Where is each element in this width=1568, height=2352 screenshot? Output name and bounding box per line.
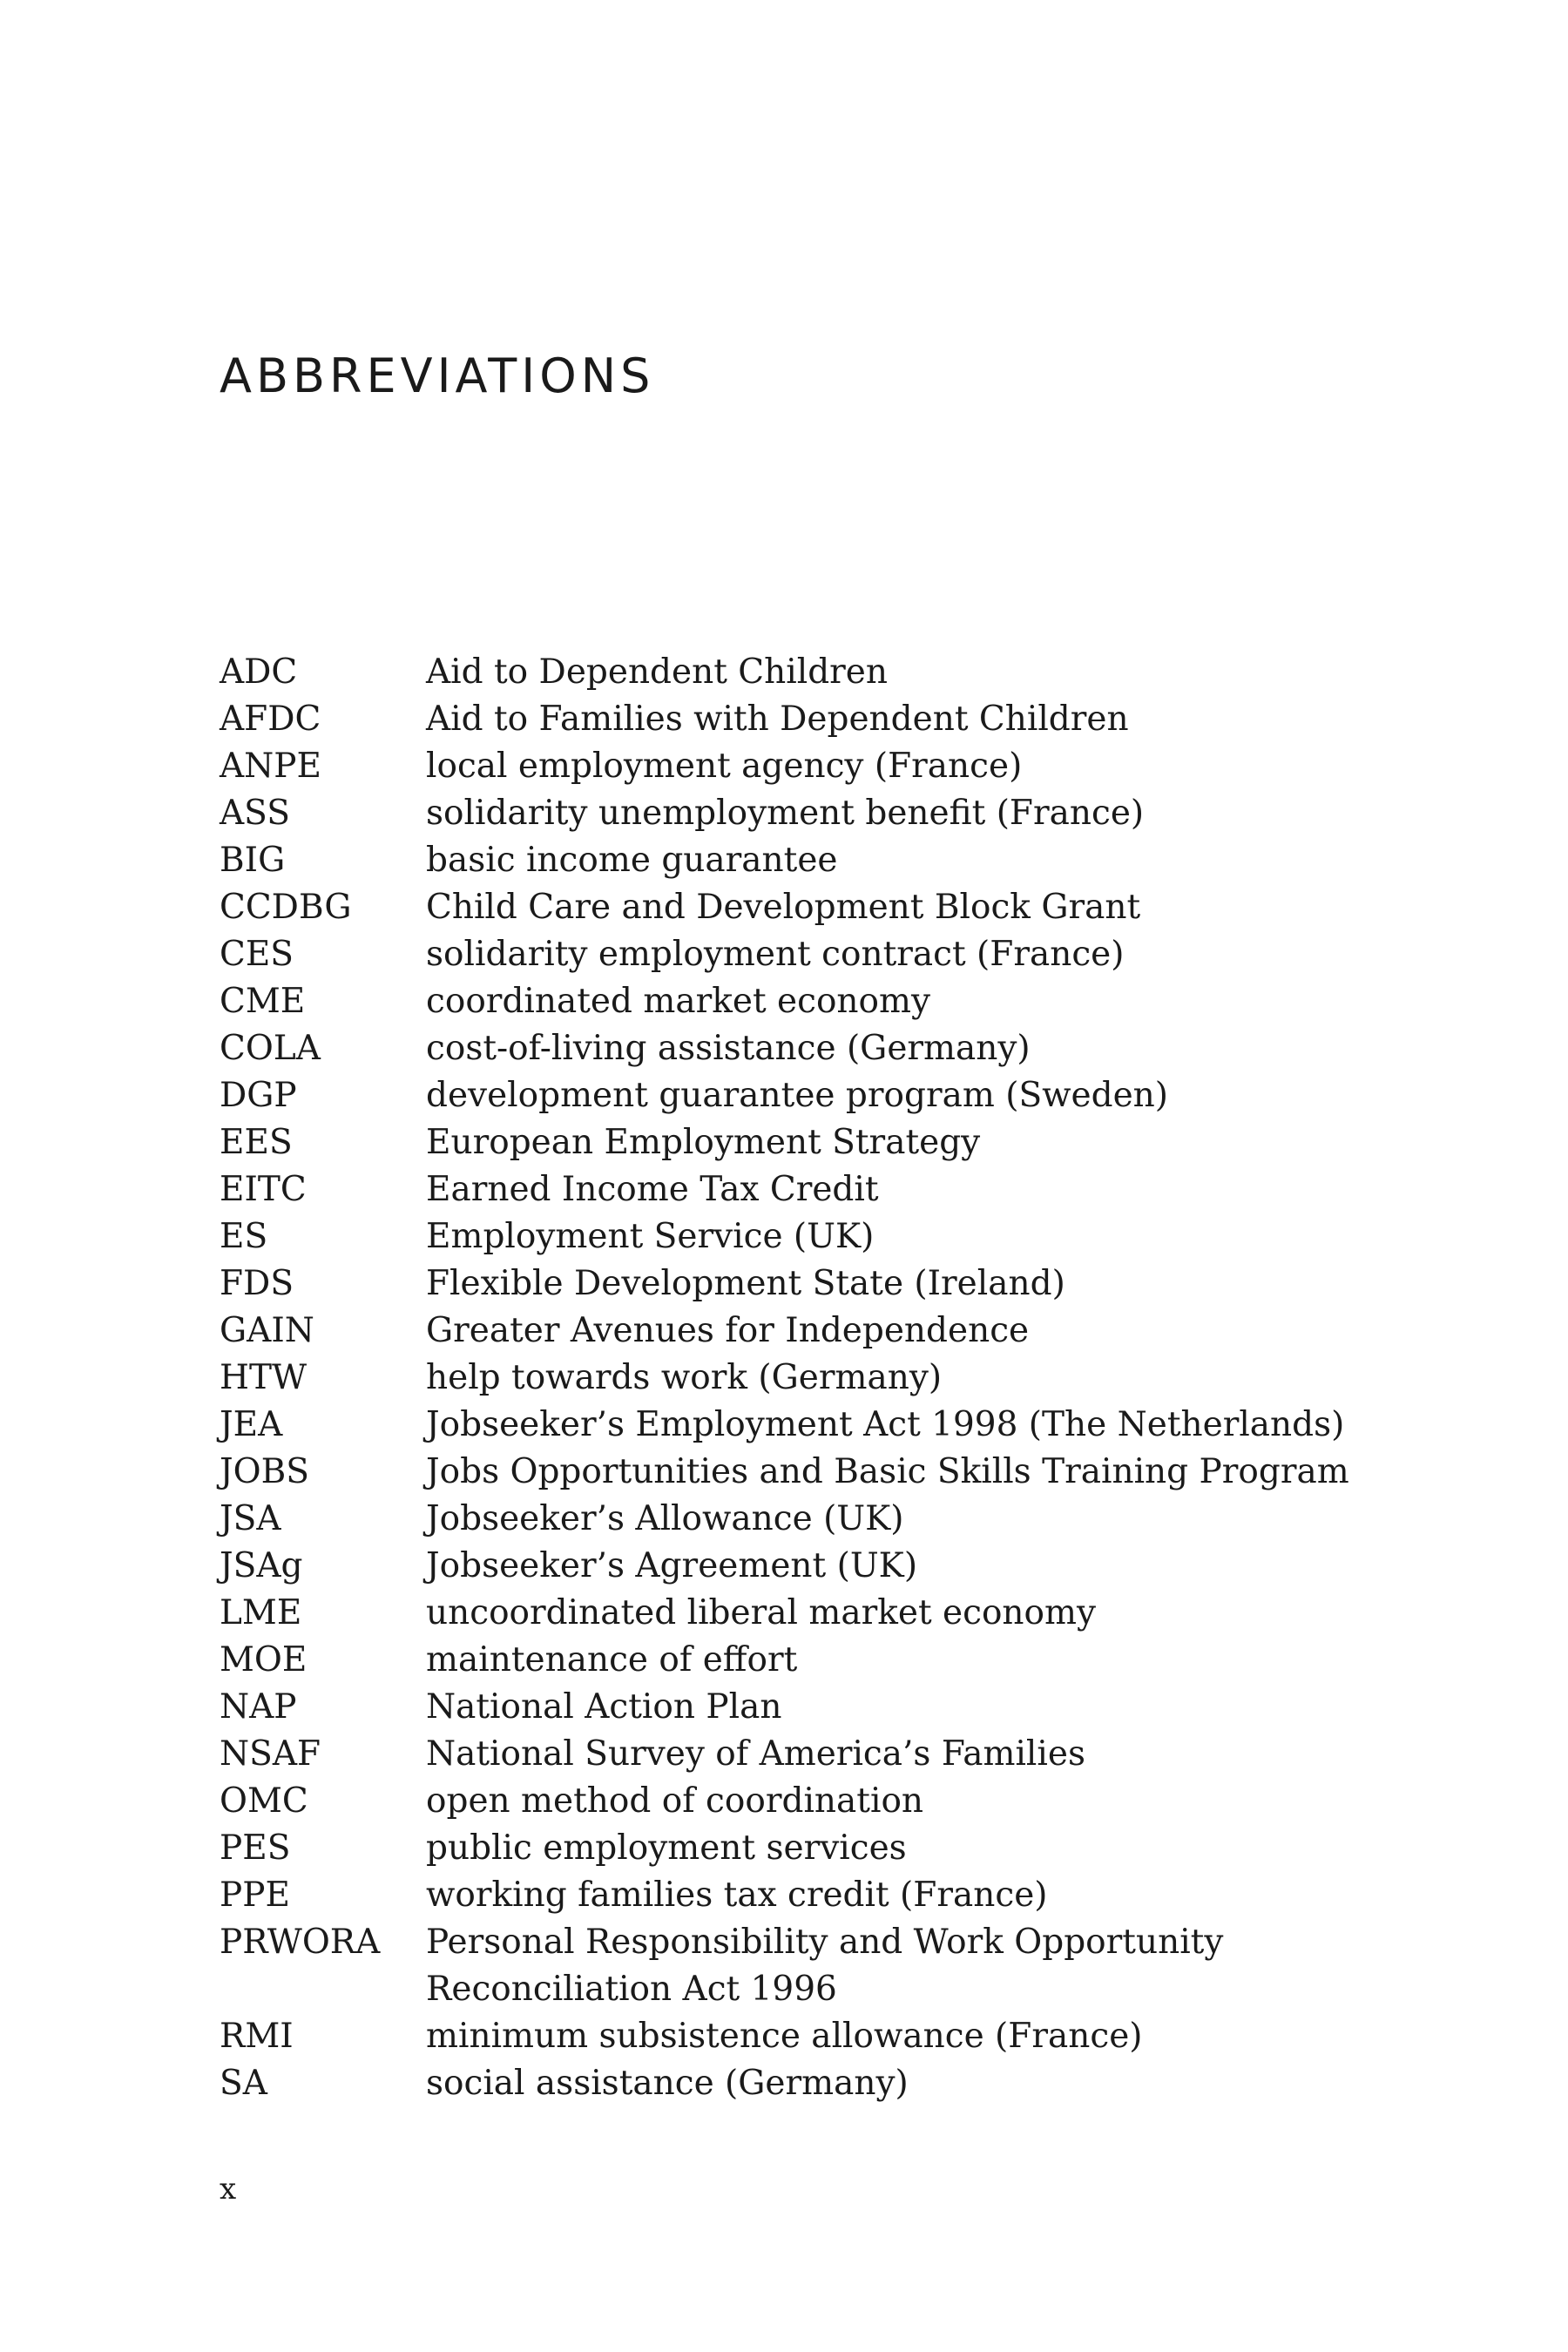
abbreviation-definition: Aid to Dependent Children — [426, 652, 889, 692]
abbreviation-definition: working families tax credit (France) — [426, 1876, 1048, 1915]
abbreviation-term: CCDBG — [220, 888, 352, 927]
abbreviation-entry — [220, 1402, 1396, 1449]
abbreviation-definition: Child Care and Development Block Grant — [426, 888, 1141, 927]
abbreviation-entry — [220, 1496, 1396, 1543]
abbreviation-term: OMC — [220, 1781, 308, 1821]
abbreviation-term: NAP — [220, 1687, 297, 1727]
abbreviation-entry — [220, 1025, 1396, 1072]
abbreviation-definition: Jobseeker’s Employment Act 1998 (The Netherlands) — [426, 1405, 1345, 1444]
abbreviation-term: EITC — [220, 1170, 307, 1209]
abbreviation-definition: cost-of-living assistance (Germany) — [426, 1029, 1031, 1068]
abbreviation-definition: Jobseeker’s Allowance (UK) — [426, 1499, 904, 1538]
abbreviation-term: GAIN — [220, 1311, 314, 1350]
abbreviation-entry — [220, 1119, 1396, 1166]
page-title: ABBREVIATIONS — [220, 348, 655, 403]
abbreviation-term: AFDC — [220, 700, 321, 739]
abbreviation-definition: National Action Plan — [426, 1687, 782, 1727]
abbreviation-entry — [220, 1166, 1396, 1213]
abbreviation-term: ANPE — [220, 747, 321, 786]
abbreviation-definition: National Survey of America’s Families — [426, 1734, 1085, 1774]
abbreviation-term: NSAF — [220, 1734, 321, 1774]
abbreviation-entry — [220, 1919, 1396, 2013]
abbreviation-definition: open method of coordination — [426, 1781, 924, 1821]
abbreviation-entry — [220, 1590, 1396, 1637]
abbreviation-definition: basic income guarantee — [426, 841, 838, 880]
abbreviation-term: HTW — [220, 1358, 308, 1397]
abbreviation-entry — [220, 931, 1396, 978]
abbreviation-definition: uncoordinated liberal market economy — [426, 1593, 1097, 1632]
abbreviation-entry — [220, 1543, 1396, 1590]
abbreviation-definition: solidarity unemployment benefit (France) — [426, 794, 1145, 833]
abbreviation-entry — [220, 1872, 1396, 1919]
abbreviation-term: ES — [220, 1217, 268, 1256]
abbreviation-entry — [220, 1308, 1396, 1355]
abbreviation-entry — [220, 1825, 1396, 1872]
abbreviation-term: EES — [220, 1123, 293, 1162]
abbreviation-term: ADC — [220, 652, 298, 692]
abbreviation-entry — [220, 1637, 1396, 1684]
abbreviation-definition: Jobseeker’s Agreement (UK) — [426, 1546, 918, 1585]
abbreviation-term: LME — [220, 1593, 302, 1632]
abbreviation-term: ASS — [220, 794, 290, 833]
abbreviation-term: CES — [220, 935, 294, 974]
abbreviation-entry — [220, 1072, 1396, 1119]
abbreviation-definition: help towards work (Germany) — [426, 1358, 943, 1397]
page-number: x — [220, 2172, 237, 2207]
abbreviation-entry — [220, 1778, 1396, 1825]
abbreviation-definition: Greater Avenues for Independence — [426, 1311, 1030, 1350]
abbreviation-definition: Flexible Development State (Ireland) — [426, 1264, 1065, 1303]
abbreviation-list — [220, 649, 1396, 2107]
abbreviation-term: DGP — [220, 1076, 297, 1115]
abbreviation-entry — [220, 837, 1396, 884]
abbreviation-entry — [220, 790, 1396, 837]
abbreviation-entry — [220, 978, 1396, 1025]
abbreviation-definition: Jobs Opportunities and Basic Skills Training Program — [426, 1452, 1349, 1491]
abbreviation-entry — [220, 1449, 1396, 1496]
abbreviation-definition: European Employment Strategy — [426, 1123, 981, 1162]
abbreviation-entry — [220, 2060, 1396, 2107]
abbreviation-entry — [220, 1213, 1396, 1260]
abbreviation-definition: Employment Service (UK) — [426, 1217, 875, 1256]
abbreviation-entry — [220, 743, 1396, 790]
abbreviation-definition: minimum subsistence allowance (France) — [426, 2017, 1143, 2056]
abbreviation-term: COLA — [220, 1029, 321, 1068]
abbreviation-entry — [220, 696, 1396, 743]
abbreviation-term: JEA — [220, 1405, 283, 1444]
abbreviation-definition: public employment services — [426, 1828, 907, 1868]
abbreviation-term: JSAg — [220, 1546, 303, 1585]
abbreviation-term: PRWORA — [220, 1923, 381, 1962]
abbreviation-definition: development guarantee program (Sweden) — [426, 1076, 1169, 1115]
abbreviation-entry — [220, 1731, 1396, 1778]
abbreviation-term: JOBS — [220, 1452, 309, 1491]
abbreviation-definition: social assistance (Germany) — [426, 2064, 909, 2103]
abbreviation-entry — [220, 1260, 1396, 1308]
abbreviation-definition: maintenance of effort — [426, 1640, 798, 1680]
abbreviation-term: MOE — [220, 1640, 308, 1680]
abbreviation-term: CME — [220, 982, 306, 1021]
abbreviation-term: SA — [220, 2064, 267, 2103]
abbreviation-term: BIG — [220, 841, 286, 880]
abbreviation-entry — [220, 649, 1396, 696]
abbreviation-definition: Personal Responsibility and Work Opportunity Reconciliation Act 1996 — [426, 1923, 1224, 2009]
abbreviation-definition: local employment agency (France) — [426, 747, 1023, 786]
abbreviation-definition: Aid to Families with Dependent Children — [426, 700, 1129, 739]
abbreviation-term: RMI — [220, 2017, 294, 2056]
abbreviation-term: PPE — [220, 1876, 290, 1915]
abbreviation-definition: coordinated market economy — [426, 982, 931, 1021]
abbreviation-entry — [220, 1684, 1396, 1731]
abbreviation-entry — [220, 1355, 1396, 1402]
abbreviation-term: PES — [220, 1828, 291, 1868]
abbreviation-term: FDS — [220, 1264, 294, 1303]
abbreviation-definition: Earned Income Tax Credit — [426, 1170, 879, 1209]
abbreviation-entry — [220, 2013, 1396, 2060]
abbreviation-definition: solidarity employment contract (France) — [426, 935, 1125, 974]
abbreviation-entry — [220, 884, 1396, 931]
abbreviation-term: JSA — [220, 1499, 281, 1538]
